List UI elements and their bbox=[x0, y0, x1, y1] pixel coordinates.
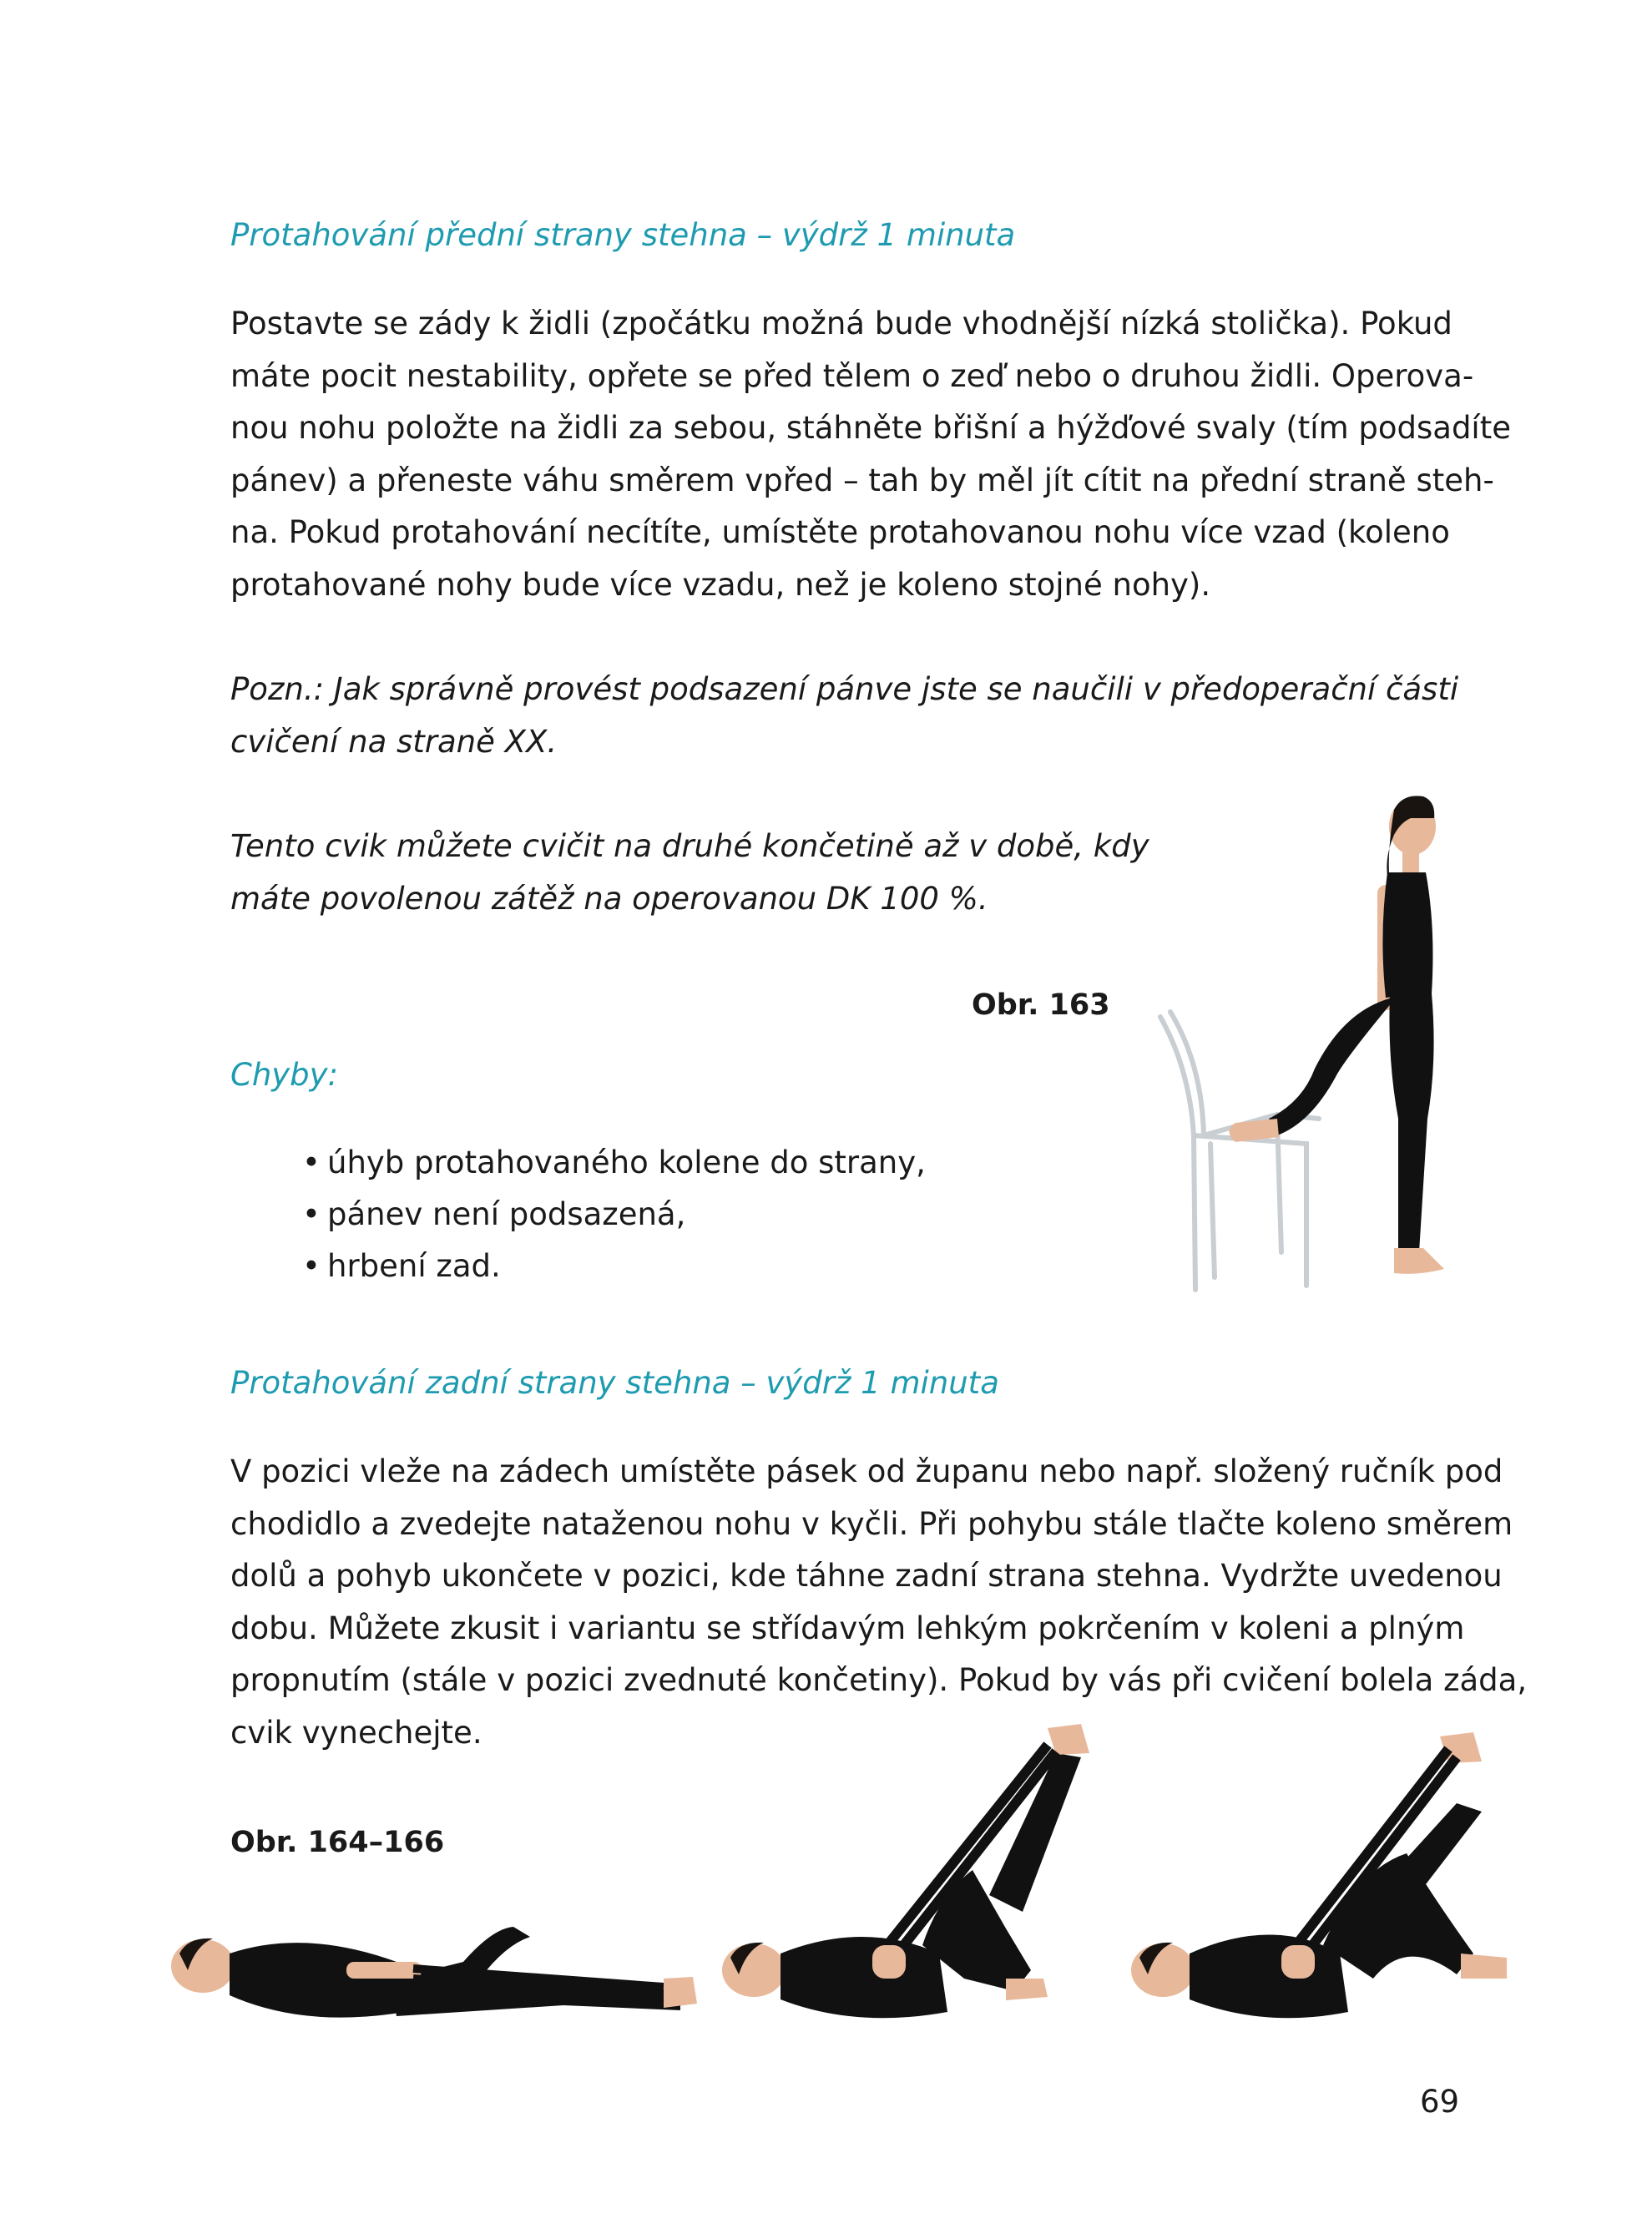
photo-lying-hamstring-bent bbox=[1123, 1703, 1540, 2054]
page-number: 69 bbox=[1420, 2084, 1460, 2120]
paragraph-line: pánev) a přeneste váhu směrem vpřed – tah by měl jít cítit na přední straně steh- bbox=[230, 462, 1494, 498]
figure-caption-164-166: Obr. 164–166 bbox=[230, 1826, 445, 1859]
error-item bbox=[302, 1137, 926, 1189]
paragraph-front-thigh bbox=[230, 298, 1511, 611]
chair-illustration bbox=[1160, 1012, 1319, 1290]
paragraph-line: nou nohu položte na židli za sebou, stáhněte břišní a hýžďové svaly (tím podsadíte bbox=[230, 410, 1511, 446]
note-pelvis bbox=[230, 664, 1474, 768]
paragraph-line: protahované nohy bude více vzadu, než je koleno stojné nohy). bbox=[230, 566, 1211, 603]
paragraph-line: máte pocit nestability, opřete se před tělem o zeď nebo o druhou židli. Operova- bbox=[230, 357, 1474, 394]
note-line: Tento cvik můžete cvičit na druhé končetině až v době, kdy bbox=[230, 828, 1149, 864]
paragraph-line: dolů a pohyb ukončete v pozici, kde táhne zadní strana stehna. Vydržte uvedenou bbox=[230, 1558, 1503, 1594]
note-line: cvičení na straně XX. bbox=[230, 723, 558, 760]
note-other-limb bbox=[230, 821, 1149, 925]
section-heading-back-thigh: Protahování zadní strany stehna – výdrž 1 minuta bbox=[230, 1365, 999, 1401]
errors-list bbox=[302, 1137, 926, 1292]
woman-figure bbox=[1230, 796, 1445, 1273]
bullet-icon: • bbox=[302, 1145, 321, 1180]
photo-lying-hamstring-raised bbox=[714, 1703, 1114, 2054]
paragraph-line: chodidlo a zvedejte nataženou nohu v kyčli. Při pohybu stále tlačte koleno směrem bbox=[230, 1505, 1513, 1542]
paragraph-line: Postavte se zády k židli (zpočátku možná bude vhodnější nízká stolička). Pokud bbox=[230, 306, 1452, 341]
bullet-icon: • bbox=[302, 1248, 321, 1284]
photo-lying-hamstring-start bbox=[163, 1845, 705, 2054]
paragraph-line: V pozici vleže na zádech umístěte pásek od županu nebo např. složený ručník pod bbox=[230, 1453, 1503, 1489]
paragraph-line: na. Pokud protahování necítíte, umístěte protahovanou nohu více vzad (koleno bbox=[230, 514, 1450, 550]
error-item bbox=[302, 1189, 926, 1241]
note-line: máte povolenou zátěž na operovanou DK 100 %. bbox=[230, 880, 988, 917]
bullet-icon: • bbox=[302, 1196, 321, 1232]
note-line: Pozn.: Jak správně provést podsazení pánve jste se naučili v předoperační části bbox=[230, 671, 1459, 707]
paragraph-line: dobu. Můžete zkusit i variantu se střídavým lehkým pokrčením v koleni a plným bbox=[230, 1610, 1465, 1646]
error-item bbox=[302, 1241, 926, 1292]
figure-caption-163: Obr. 163 bbox=[972, 988, 1110, 1022]
error-item-text: hrbení zad. bbox=[327, 1248, 501, 1284]
paragraph-line: cvik vynechejte. bbox=[230, 1714, 482, 1751]
errors-heading: Chyby: bbox=[230, 1057, 339, 1093]
paragraph-line: propnutím (stále v pozici zvednuté končetiny). Pokud by vás při cvičení bolela záda, bbox=[230, 1662, 1528, 1698]
section-heading-front-thigh: Protahování přední strany stehna – výdrž 1 minuta bbox=[230, 217, 1016, 253]
photo-standing-quad-stretch bbox=[1144, 785, 1461, 1302]
error-item-text: pánev není podsazená, bbox=[327, 1196, 686, 1232]
error-item-text: úhyb protahovaného kolene do strany, bbox=[327, 1145, 926, 1180]
